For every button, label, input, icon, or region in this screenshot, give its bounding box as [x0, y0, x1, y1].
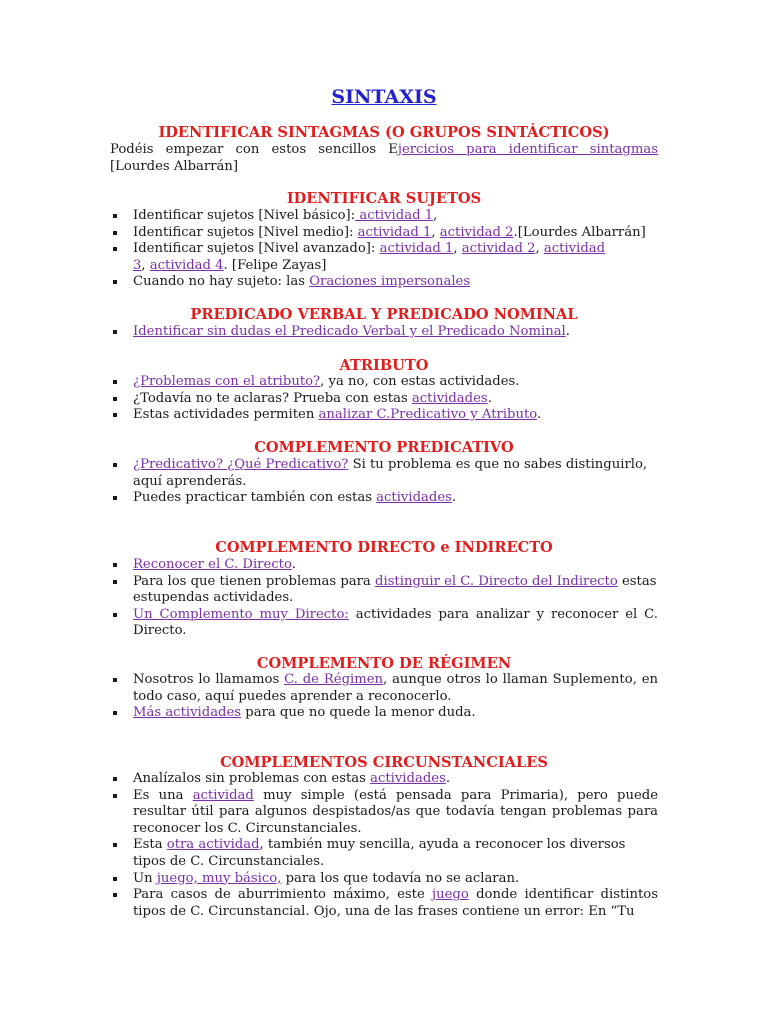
link-otra-actividad[interactable]: otra actividad	[166, 837, 260, 853]
text: Identificar sujetos [Nivel medio]:	[133, 224, 358, 240]
link-distinguir-cd-ci[interactable]: distinguir el C. Directo del Indirecto	[375, 573, 618, 589]
link-actividad-1-avanzado[interactable]: actividad 1	[379, 241, 454, 257]
text: , también muy sencilla, ayuda a reconocer los diversos tipos de C. Circunstanciales.	[133, 837, 626, 869]
list-complemento-directo	[110, 557, 658, 640]
text: .	[291, 557, 296, 572]
list-item	[110, 374, 658, 391]
text: Si tu problema es que no sabes distinguirlo, aquí aprenderás.	[133, 457, 648, 489]
link-que-predicativo[interactable]: ¿Predicativo? ¿Qué Predicativo?	[133, 457, 349, 472]
list-item	[110, 274, 658, 291]
link-c-de-regimen[interactable]: C. de Régimen	[284, 672, 384, 687]
list-item	[110, 324, 658, 341]
list-item	[110, 771, 658, 788]
text: actividades para analizar y reconocer el C. Directo.	[133, 606, 658, 639]
link-complemento-muy-directo[interactable]: Un Complemento muy Directo:	[133, 606, 349, 622]
list-item	[110, 887, 658, 920]
link-predicado-verbal-nominal[interactable]: Identificar sin dudas el Predicado Verbal y el Predicado Nominal	[133, 324, 566, 339]
list-item	[110, 457, 658, 490]
text: muy simple (está pensada para Primaria), pero puede resultar útil para algunos despistados/as que todavía tengan problemas para reconocer los C. Circunstanciales.	[133, 787, 658, 836]
text: Un	[133, 870, 157, 886]
list-item	[110, 557, 658, 574]
list-item	[110, 225, 658, 242]
text: Para los que tienen problemas para	[133, 573, 375, 589]
text: Esta	[133, 837, 167, 853]
text: ,	[141, 257, 150, 273]
list-item	[110, 788, 658, 838]
text: .	[487, 390, 492, 406]
link-actividad-4-avanzado[interactable]: actividad 4	[149, 257, 224, 273]
list-item	[110, 407, 658, 424]
text: ,	[453, 241, 462, 257]
list-item	[110, 241, 658, 274]
text: Es una	[133, 787, 193, 803]
link-juego-muy-basico[interactable]: juego, muy básico,	[156, 870, 282, 886]
text: Cuando no hay sujeto: las	[133, 274, 310, 290]
list-item	[110, 705, 658, 722]
text: Analízalos sin problemas con estas	[133, 771, 371, 786]
title-link[interactable]: SINTAXIS	[331, 86, 437, 108]
text: , aunque otros lo llaman Suplemento, en todo caso, aquí puedes aprender a reconocerlo.	[133, 672, 658, 704]
text: para los que todavía no se aclaran.	[281, 870, 520, 886]
heading-predicado: PREDICADO VERBAL Y PREDICADO NOMINAL	[190, 306, 578, 323]
list-item	[110, 208, 658, 225]
heading-complemento-predicativo: COMPLEMENTO PREDICATIVO	[254, 439, 514, 456]
heading-sintagmas: IDENTIFICAR SINTAGMAS (O GRUPOS SINTÁCTICOS)	[158, 124, 610, 141]
link-actividad-3-avanzado[interactable]: actividad 3	[133, 241, 606, 273]
link-reconocer-cd[interactable]: Reconocer el C. Directo	[133, 557, 292, 572]
link-actividad-primaria[interactable]: actividad	[192, 787, 254, 803]
text: Identificar sujetos [Nivel básico]:	[133, 208, 356, 223]
text: estas estupendas actividades.	[133, 573, 657, 606]
text: . [Felipe Zayas]	[223, 257, 327, 273]
text: ,	[535, 241, 544, 257]
list-complemento-predicativo	[110, 457, 658, 507]
text: Puedes practicar también con estas	[133, 490, 377, 506]
text: .[Lourdes Albarrán]	[513, 224, 646, 240]
list-item	[110, 672, 658, 705]
link-oraciones-impersonales[interactable]: Oraciones impersonales	[309, 274, 471, 290]
text: .	[565, 324, 570, 339]
text: Para casos de aburrimiento máximo, este	[133, 887, 433, 903]
text: ,	[433, 208, 438, 223]
list-item	[110, 837, 658, 870]
text: ¿Todavía no te aclaras? Prueba con estas	[133, 390, 412, 406]
link-actividades-circunstanciales[interactable]: actividades	[370, 771, 446, 786]
page-title	[0, 86, 768, 108]
text: .	[445, 771, 451, 786]
text: Nosotros lo llamamos	[133, 672, 285, 687]
heading-sujetos: IDENTIFICAR SUJETOS	[286, 190, 482, 207]
heading-complemento-regimen: COMPLEMENTO DE RÉGIMEN	[256, 655, 512, 672]
list-item	[110, 871, 658, 888]
list-complemento-regimen	[110, 672, 658, 722]
heading-complementos-circunstanciales: COMPLEMENTOS CIRCUNSTANCIALES	[220, 754, 548, 771]
link-actividades-predicativo[interactable]: actividades	[376, 490, 452, 506]
link-mas-actividades[interactable]: Más actividades	[133, 705, 242, 721]
paragraph-sintagmas	[110, 142, 658, 175]
link-actividad-2-medio[interactable]: actividad 2	[439, 224, 514, 240]
list-item	[110, 490, 658, 507]
text: Identificar sujetos [Nivel avanzado]:	[133, 241, 380, 257]
text: , ya no, con estas actividades.	[320, 374, 520, 389]
list-complementos-circunstanciales	[110, 771, 658, 920]
text: Estas actividades permiten	[133, 407, 319, 423]
list-sujetos	[110, 208, 658, 291]
list-item	[110, 574, 658, 607]
link-problemas-atributo[interactable]: ¿Problemas con el atributo?	[133, 374, 321, 389]
link-actividad-1-basico[interactable]: actividad 1	[355, 208, 434, 223]
link-juego[interactable]: juego	[432, 887, 469, 903]
text: para que no quede la menor duda.	[241, 705, 476, 721]
link-actividad-1-medio[interactable]: actividad 1	[357, 224, 432, 240]
list-predicado	[110, 324, 658, 341]
link-analizar-predicativo-atributo[interactable]: analizar C.Predicativo y Atributo	[318, 407, 537, 423]
list-item	[110, 607, 658, 640]
link-ejercicios-sintagmas[interactable]: jercicios para identificar sintagmas	[397, 142, 658, 157]
list-atributo	[110, 374, 658, 424]
text: .	[451, 490, 457, 506]
text: donde identificar distintos tipos de C. Circunstancial. Ojo, una de las frases contiene un error: En “Tu	[133, 887, 658, 919]
text: [Lourdes Albarrán]	[110, 158, 238, 174]
text: Podéis empezar con estos sencillos E	[110, 142, 398, 157]
link-actividad-2-avanzado[interactable]: actividad 2	[461, 241, 536, 257]
text: .	[537, 407, 542, 423]
list-item	[110, 391, 658, 408]
heading-atributo: ATRIBUTO	[339, 357, 429, 374]
link-actividades-atributo[interactable]: actividades	[411, 390, 488, 406]
heading-complemento-directo: COMPLEMENTO DIRECTO e INDIRECTO	[215, 539, 553, 556]
text: ,	[431, 224, 440, 240]
